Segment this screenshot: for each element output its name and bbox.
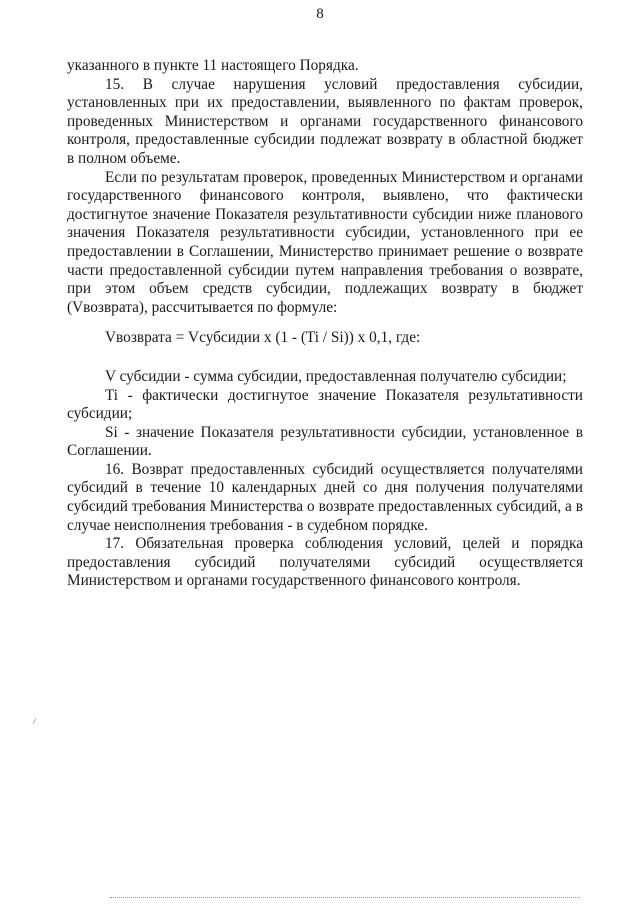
paragraph-item-16: 16. Возврат предоставленных субсидий осуществляется получателями субсидий в течение 10 календарных дней со дня получения получателями субсидий требования Министерства о возврате предоставленных субсидий, а в случае неисполнения требования - в судебном порядке.: [67, 460, 583, 534]
bottom-scan-edge: [110, 897, 580, 898]
scan-mark: [33, 718, 37, 724]
paragraph-partial-return: Если по результатам проверок, проведенных Министерством и органами государственного финансового контроля, выявлено, что фактически достигнутое значение Показателя результативности субсидии ниже планового значения Показателя результативности субсидии, установленного при ее предоставлении в Соглашении, Министерство принимает решение о возврате части предоставленной субсидии путем направления требования о возврате, при этом объем средств субсидии, подлежащих возврату в бюджет (Vвозврата), рассчитывается по формуле:: [67, 168, 583, 316]
definition-v-subsidy: V субсидии - сумма субсидии, предоставленная получателю субсидии;: [105, 367, 567, 385]
paragraph-item-15: 15. В случае нарушения условий предоставления субсидии, установленных при их предоставлении, выявленного по фактам проверок, проведенных Министерством и органами государственного финансового контроля, предоставленные субсидии подлежат возврату в областной бюджет в полном объеме.: [67, 75, 583, 167]
paragraph-continuation: указанного в пункте 11 настоящего Порядка.: [67, 57, 359, 74]
paragraph-item-17: 17. Обязательная проверка соблюдения условий, целей и порядка предоставления субсидий получателями субсидий осуществляется Министерством и органами государственного финансового контроля.: [67, 535, 583, 590]
document-body: [67, 57, 583, 591]
definition-ti: Ti - фактически достигнутое значение Показателя результативности субсидии;: [67, 386, 583, 423]
return-formula: Vвозврата = Vсубсидии x (1 - (Ti / Si)) x 0,1, где:: [105, 329, 421, 347]
definition-si: Si - значение Показателя результативности субсидии, установленное в Соглашении.: [67, 423, 583, 460]
page-number: 8: [316, 6, 324, 22]
